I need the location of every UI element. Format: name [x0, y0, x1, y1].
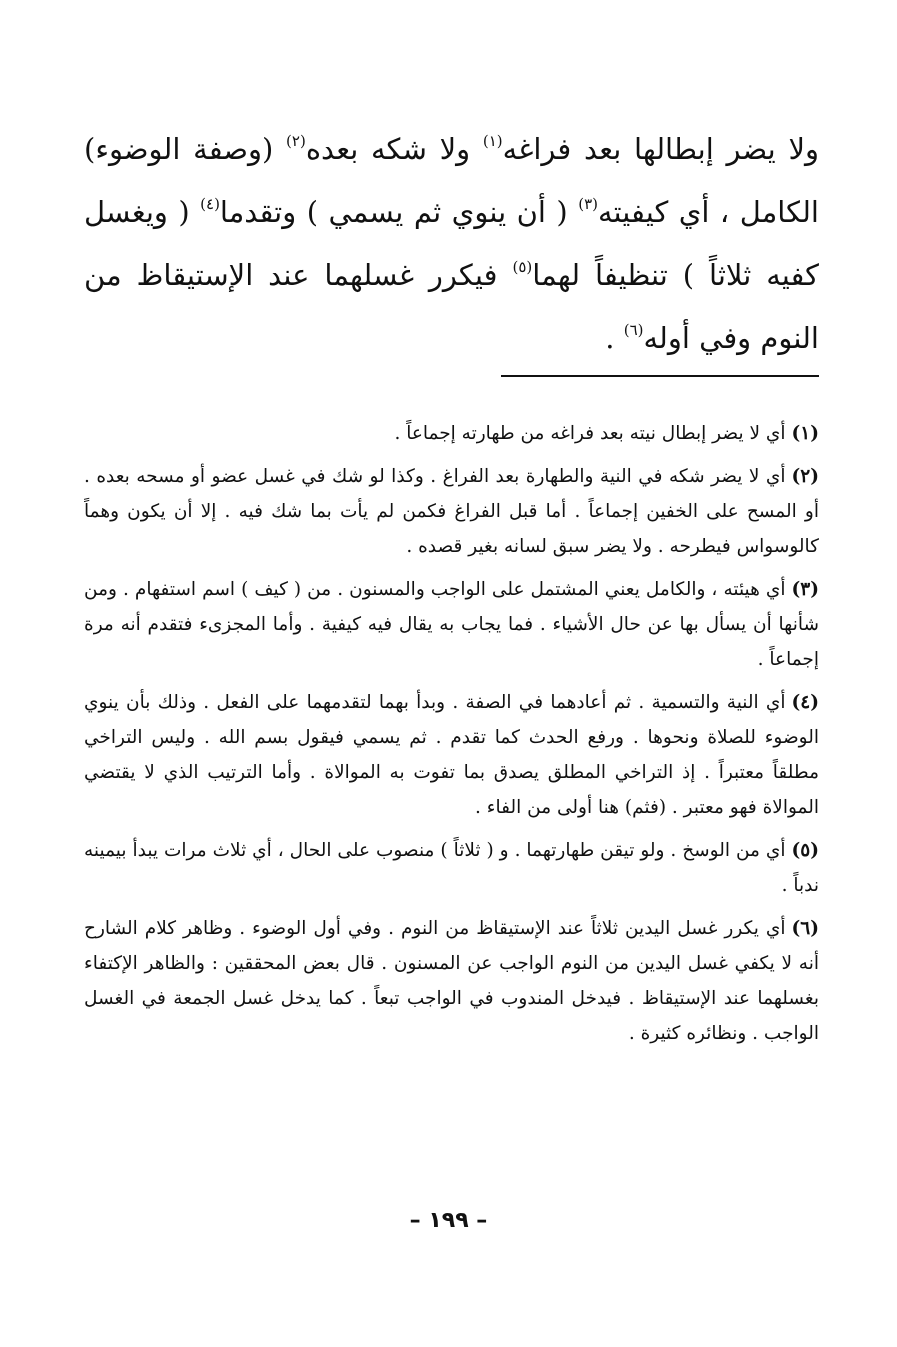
main-text-segment: ولا شكه بعده [305, 132, 483, 166]
page-number: – ١٩٩ – [409, 1208, 488, 1233]
footnote-reference[interactable]: (٥) [512, 258, 533, 276]
footnote [84, 833, 819, 903]
footnote-reference[interactable]: (٢) [286, 132, 306, 150]
footnote-reference[interactable]: (٣) [578, 195, 598, 213]
footnote-separator [501, 375, 819, 377]
footnote-reference[interactable]: (٦) [623, 321, 644, 339]
footnote-number: (١) [791, 423, 819, 444]
footnote-number: (٢) [791, 466, 819, 487]
footnote-number: (٣) [791, 579, 819, 600]
footnote-number: (٤) [791, 692, 819, 713]
main-text-segment: ( أن ينوي ثم يسمي ) وتقدما [219, 195, 579, 229]
footnote-text: أي النية والتسمية . ثم أعادهما في الصفة . وبدأ بهما لتقدمهما على الفعل . وذلك بأن ينوي الوضوء للصلاة ونحوها . ورفع الحدث كما تقدم . ثم يسمي فيقول بسم الله . وليس التراخي مطلقاً معتبراً . إذ التراخي المطلق يصدق بما تفوت به الموالاة . وأما الترتيب الذي لا يقتضي الموالاة فهو معتبر . (فثم) هنا أولى من الفاء . [84, 692, 819, 818]
footnote [84, 685, 819, 825]
main-paragraph [84, 118, 819, 370]
footnote [84, 416, 819, 451]
footnote-text: أي لا يضر شكه في النية والطهارة بعد الفراغ . وكذا لو شك في غسل عضو أو مسحه بعده . أو المسح على الخفين إجماعاً . أما قبل الفراغ فكمن لم يأت بما شك فيه . إلا أن يكون وهماً كالوسواس فيطرحه . ولا يضر سبق لسانه بغير قصده . [84, 466, 819, 557]
main-text-segment: ولا يضر إبطالها بعد فراغه [502, 132, 819, 166]
footnote [84, 572, 819, 677]
footnote-number: (٦) [791, 918, 819, 939]
main-text [84, 118, 819, 370]
footnote [84, 911, 819, 1051]
main-text-segment: . [605, 321, 624, 355]
main-text-segment: فيكرر غسلهما عند الإستيقاظ من النوم وفي أوله [84, 258, 819, 355]
footnote-reference[interactable]: (١) [482, 132, 503, 150]
footnote-number: (٥) [791, 840, 819, 861]
footnote-text: أي من الوسخ . ولو تيقن طهارتهما . و ( ثلاثاً ) منصوب على الحال ، أي ثلاث مرات يبدأ بيمينه ندباً . [84, 840, 819, 896]
footnote-text: أي لا يضر إبطال نيته بعد فراغه من طهارته إجماعاً . [394, 423, 786, 444]
footnote-reference[interactable]: (٤) [200, 195, 220, 213]
footnotes [84, 416, 819, 1059]
footnote-text: أي يكرر غسل اليدين ثلاثاً عند الإستيقاظ من النوم . وفي أول الوضوء . وظاهر كلام الشارح أنه لا يكفي غسل اليدين من النوم الواجب عن المسنون . قال بعض المحققين : والظاهر الإكتفاء بغسلهما عند الإستيقاظ . فيدخل المندوب في الواجب تبعاً . كما يدخل غسل الجمعة في الغسل الواجب . ونظائره كثيرة . [84, 918, 819, 1044]
main-text-segment: ( ويغسل كفيه ثلاثاً ) تنظيفاً لهما [84, 195, 819, 292]
footnote [84, 459, 819, 564]
footnote-text: أي هيئته ، والكامل يعني المشتمل على الواجب والمسنون . من ( كيف ) اسم استفهام . ومن شأنها أن يسأل بها عن حال الأشياء . فما يجاب به يقال فيه كيفية . وأما المجزىء فتقدم أنه مرة إجماعاً . [84, 579, 819, 670]
main-text-segment: (وصفة الوضوء) الكامل ، أي كيفيته [84, 132, 819, 229]
